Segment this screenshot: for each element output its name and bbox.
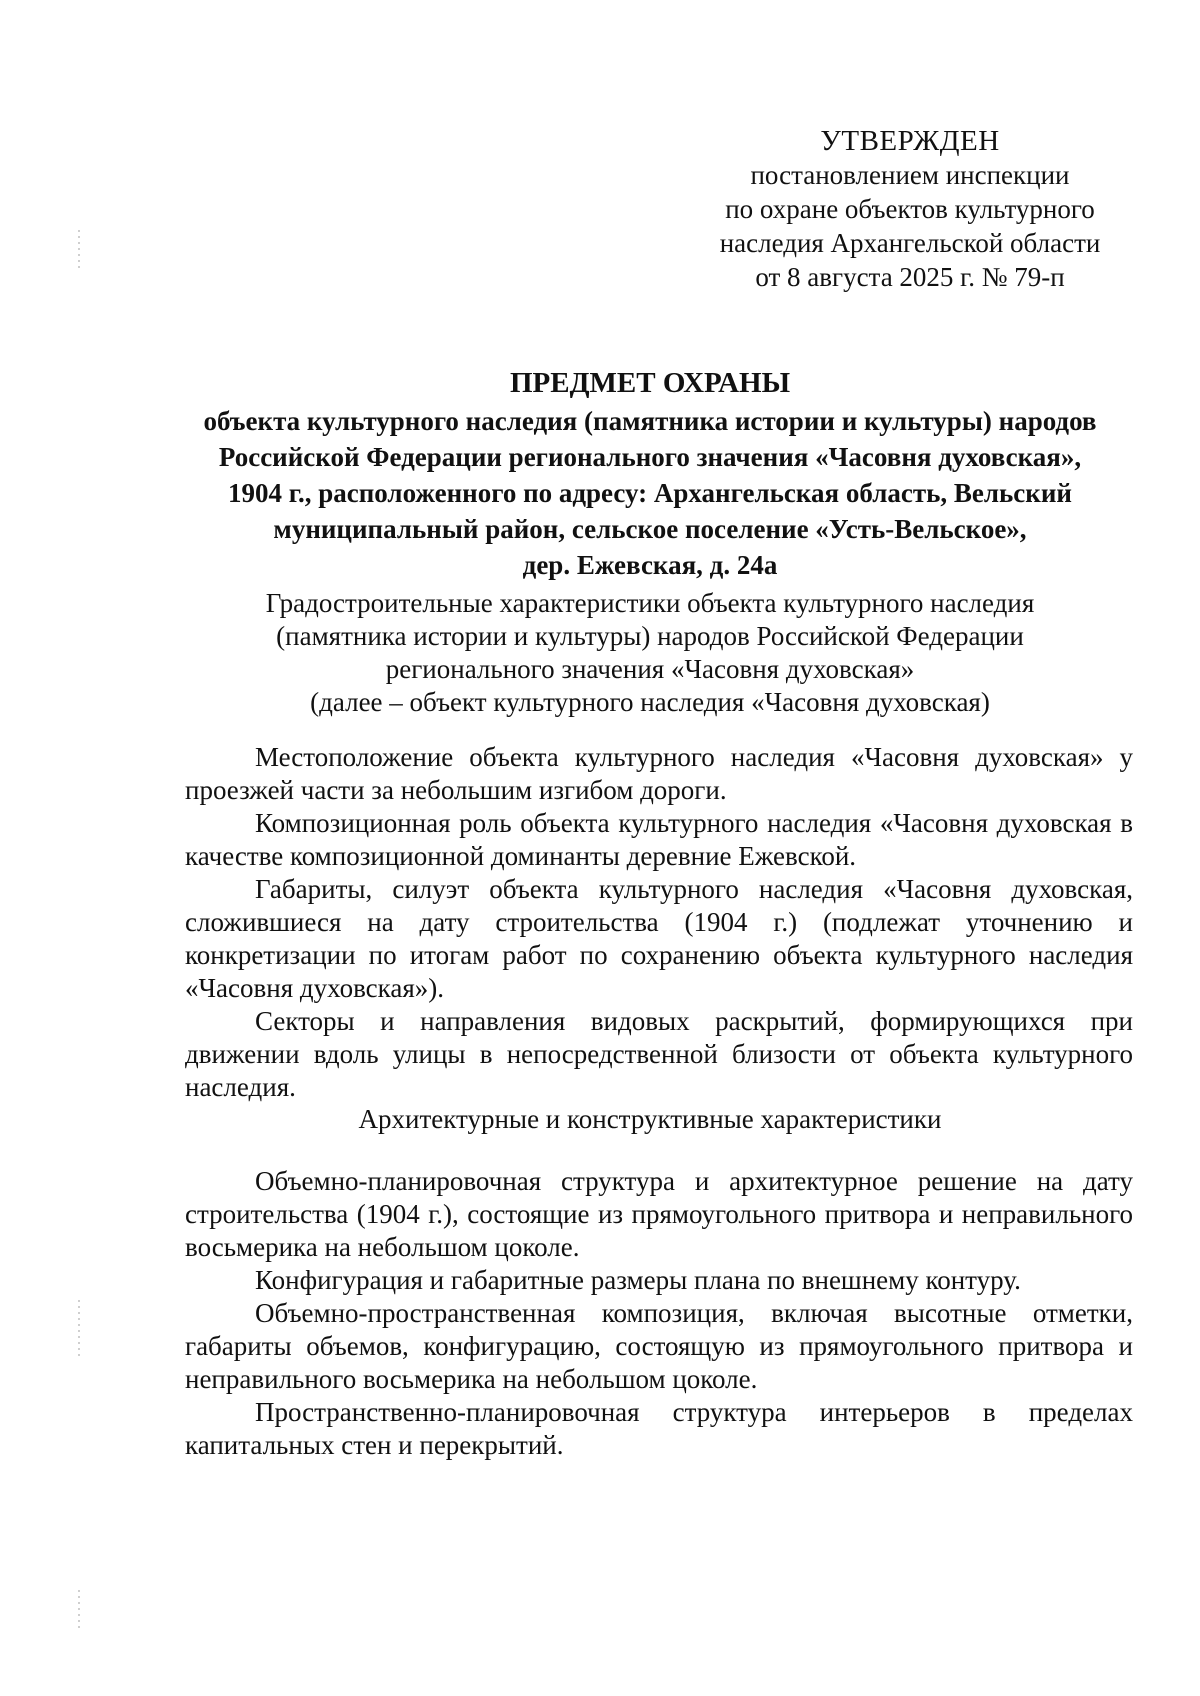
paragraph-composition-role: Композиционная роль объекта культурного наследия «Часовня духовская в качестве композиционной доминанты деревние Ежевской. [185, 808, 1133, 871]
scan-margin-mark [78, 1300, 80, 1360]
document-subtitle-line: 1904 г., расположенного по адресу: Архангельская область, Вельский [228, 478, 1072, 508]
paragraph-spatial-composition: Объемно-пространственная композиция, включая высотные отметки, габариты объемов, конфигурацию, состоящую из прямоугольного притвора и неправильного восьмерика на небольшом цоколе. [185, 1298, 1133, 1394]
paragraph-location: Местоположение объекта культурного наследия «Часовня духовская» у проезжей части за небольшим изгибом дороги. [185, 742, 1133, 805]
paragraph-dimensions-silhouette: Габариты, силуэт объекта культурного наследия «Часовня духовская, сложившиеся на дату строительства (1904 г.) (подлежат уточнению и конкретизации по итогам работ по сохранению объекта культурного наследия «Часовня духовская»). [185, 874, 1133, 1003]
paragraph-plan-configuration: Конфигурация и габаритные размеры плана по внешнему контуру. [255, 1265, 1021, 1295]
approval-block [700, 124, 1120, 294]
document-subtitle-line: дер. Ежевская, д. 24а [522, 550, 778, 580]
section-heading-line: (далее – объект культурного наследия «Часовня духовская) [310, 687, 990, 717]
section-heading-urban [170, 587, 1130, 719]
document-subtitle-line: муниципальный район, сельское поселение «Усть-Вельское», [273, 514, 1027, 544]
section-heading-line: (памятника истории и культуры) народов Российской Федерации [276, 621, 1024, 651]
section-heading-architecture: Архитектурные и конструктивные характеристики [358, 1104, 942, 1134]
document-subtitle-line: Российской Федерации регионального значения «Часовня духовская», [218, 442, 1082, 472]
document-title-block [170, 365, 1130, 583]
document-title: ПРЕДМЕТ ОХРАНЫ [509, 367, 791, 399]
approval-line: постановлением инспекции [750, 160, 1070, 190]
paragraph-interior-structure: Пространственно-планировочная структура интерьеров в пределах капитальных стен и перекрытий. [185, 1397, 1133, 1460]
section-heading-line: Градостроительные характеристики объекта культурного наследия [265, 588, 1035, 618]
scan-margin-mark [78, 1590, 80, 1630]
scan-margin-mark [78, 230, 80, 270]
document-subtitle-line: объекта культурного наследия (памятника истории и культуры) народов [203, 406, 1097, 436]
approval-title: УТВЕРЖДЕН [820, 125, 1000, 157]
approval-line: по охране объектов культурного [725, 194, 1095, 224]
paragraph-view-sectors: Секторы и направления видовых раскрытий, формирующихся при движении вдоль улицы в непосредственной близости от объекта культурного наследия. [185, 1006, 1133, 1102]
section-heading-line: регионального значения «Часовня духовская» [385, 654, 915, 684]
approval-line: от 8 августа 2025 г. № 79-п [755, 262, 1065, 292]
approval-line: наследия Архангельской области [719, 228, 1101, 258]
paragraph-planning-structure: Объемно-планировочная структура и архитектурное решение на дату строительства (1904 г.), состоящие из прямоугольного притвора и неправильного восьмерика на небольшом цоколе. [185, 1166, 1133, 1262]
